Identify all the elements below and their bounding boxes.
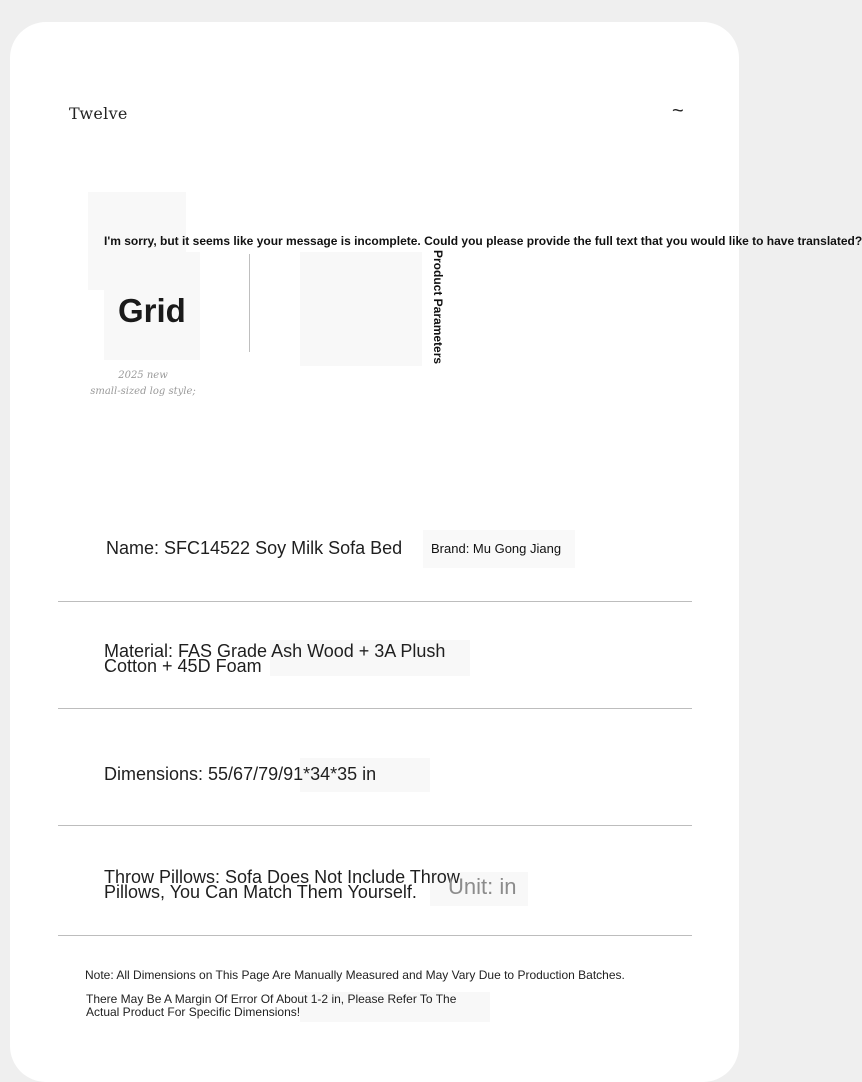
divider — [58, 601, 692, 602]
overflow-message: I'm sorry, but it seems like your message is incomplete. Could you please provide the full text that you would like to have translated? — [104, 234, 862, 248]
spec-material: Material: FAS Grade Ash Wood + 3A Plush Cotton + 45D Foam — [104, 641, 446, 676]
spec-brand: Brand: Mu Gong Jiang — [423, 530, 575, 568]
spec-name: Name: SFC14522 Soy Milk Sofa Bed — [106, 538, 403, 558]
divider — [58, 708, 692, 709]
note-measurement: Note: All Dimensions on This Page Are Manually Measured and May Vary Due to Production Batches. — [85, 968, 625, 982]
brand-name: Twelve — [69, 104, 128, 123]
divider — [58, 825, 692, 826]
script-line-2: small-sized log style; — [90, 386, 196, 397]
spec-pillows: Throw Pillows: Sofa Does Not Include Throw Pillows, You Can Match Them Yourself. — [104, 867, 460, 902]
divider — [58, 935, 692, 936]
menu-tilde-icon[interactable]: ~ — [672, 100, 684, 122]
divider-vertical — [249, 254, 250, 352]
ghost-block — [300, 252, 422, 366]
spec-dimensions: Dimensions: 55/67/79/91*34*35 in — [104, 764, 377, 784]
script-caption — [88, 368, 198, 400]
product-parameters-label: Product Parameters — [431, 250, 445, 365]
unit-label: Unit: in — [448, 874, 517, 899]
grid-heading: Grid — [118, 292, 186, 329]
note-margin-error: There May Be A Margin Of Error Of About 1-2 in, Please Refer To The Actual Product For Specific Dimensions! — [86, 992, 457, 1019]
script-line-1: 2025 new — [118, 370, 168, 381]
